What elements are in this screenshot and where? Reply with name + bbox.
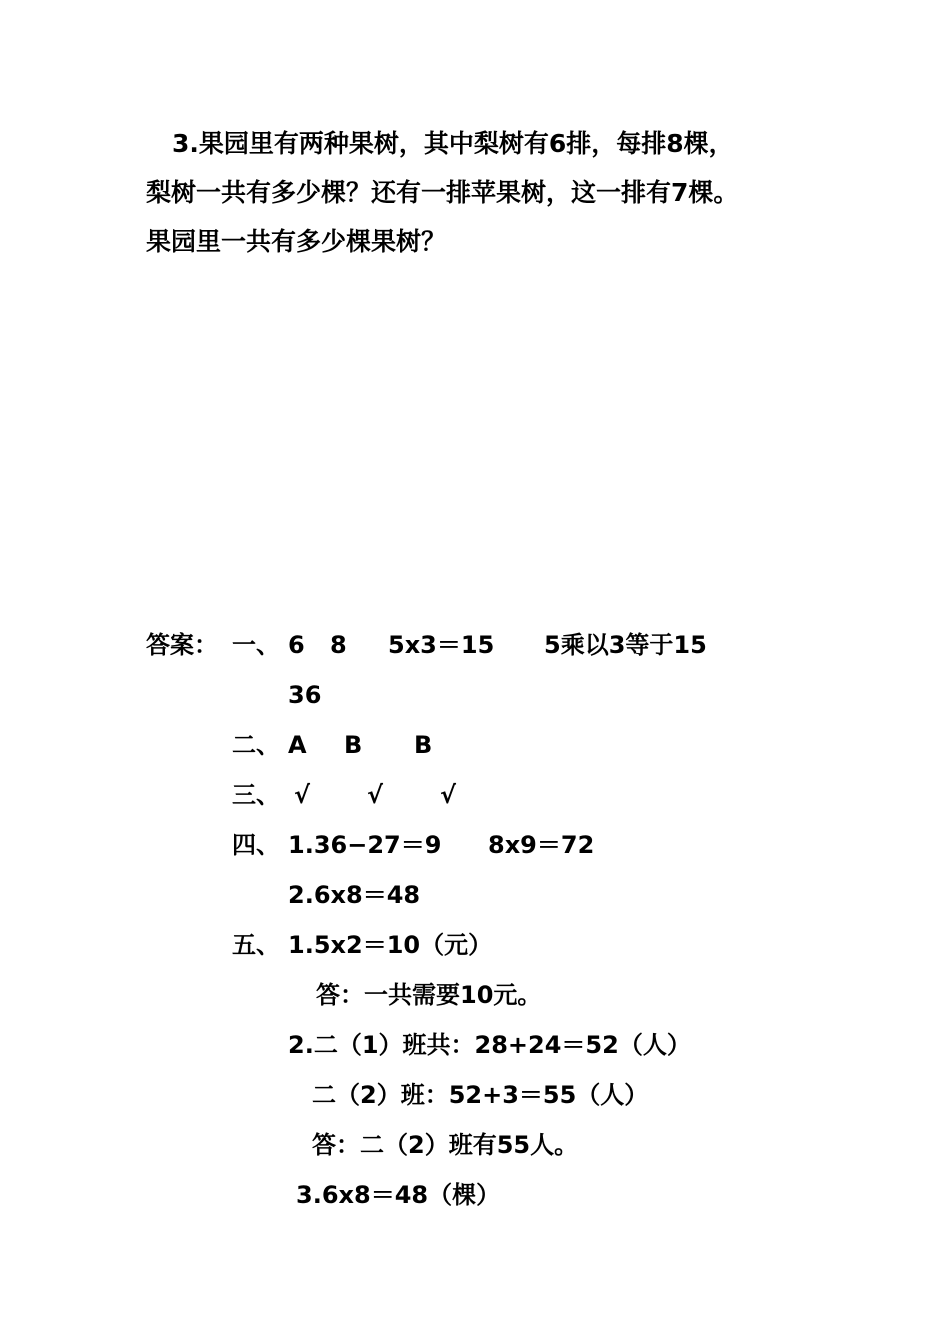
part5-line1: 1.5x2＝10（元） (288, 931, 493, 959)
answers-header: 答案： (146, 631, 218, 659)
part2-label: 二、 (232, 731, 280, 759)
part1-item: 8 (330, 631, 347, 659)
part2-item: A (288, 731, 307, 759)
part4-line2: 2.6x8＝48 (288, 881, 421, 909)
part1-extra: 36 (288, 681, 322, 709)
part2-item: B (344, 731, 363, 759)
part1-item: 5乘以3等于15 (544, 631, 707, 659)
part5-label: 五、 (232, 931, 280, 959)
part3-check: √ (294, 781, 311, 809)
part3-check: √ (440, 781, 457, 809)
part3-label: 三、 (232, 781, 280, 809)
question-line-3: 果园里一共有多少棵果树？ (146, 227, 447, 256)
part1-item: 5x3＝15 (388, 631, 495, 659)
part4-label: 四、 (232, 831, 280, 859)
part4-line1a: 1.36−27＝9 (288, 831, 442, 859)
part5-line6: 3.6x8＝48（棵） (296, 1181, 501, 1209)
part1-label: 一、 (232, 631, 280, 659)
question-line-2: 梨树一共有多少棵？还有一排苹果树，这一排有7棵。 (146, 178, 739, 207)
part5-line4: 二（2）班：52+3＝55（人） (312, 1081, 649, 1109)
part2-item: B (414, 731, 433, 759)
part3-check: √ (367, 781, 384, 809)
part4-line1b: 8x9＝72 (488, 831, 595, 859)
part5-line5: 答：二（2）班有55人。 (312, 1131, 579, 1159)
question-line-1: 3.果园里有两种果树，其中梨树有6排，每排8棵， (172, 129, 734, 158)
part5-line3: 2.二（1）班共：28+24＝52（人） (288, 1031, 691, 1059)
part1-item: 6 (288, 631, 305, 659)
part5-line2: 答：一共需要10元。 (316, 981, 542, 1009)
